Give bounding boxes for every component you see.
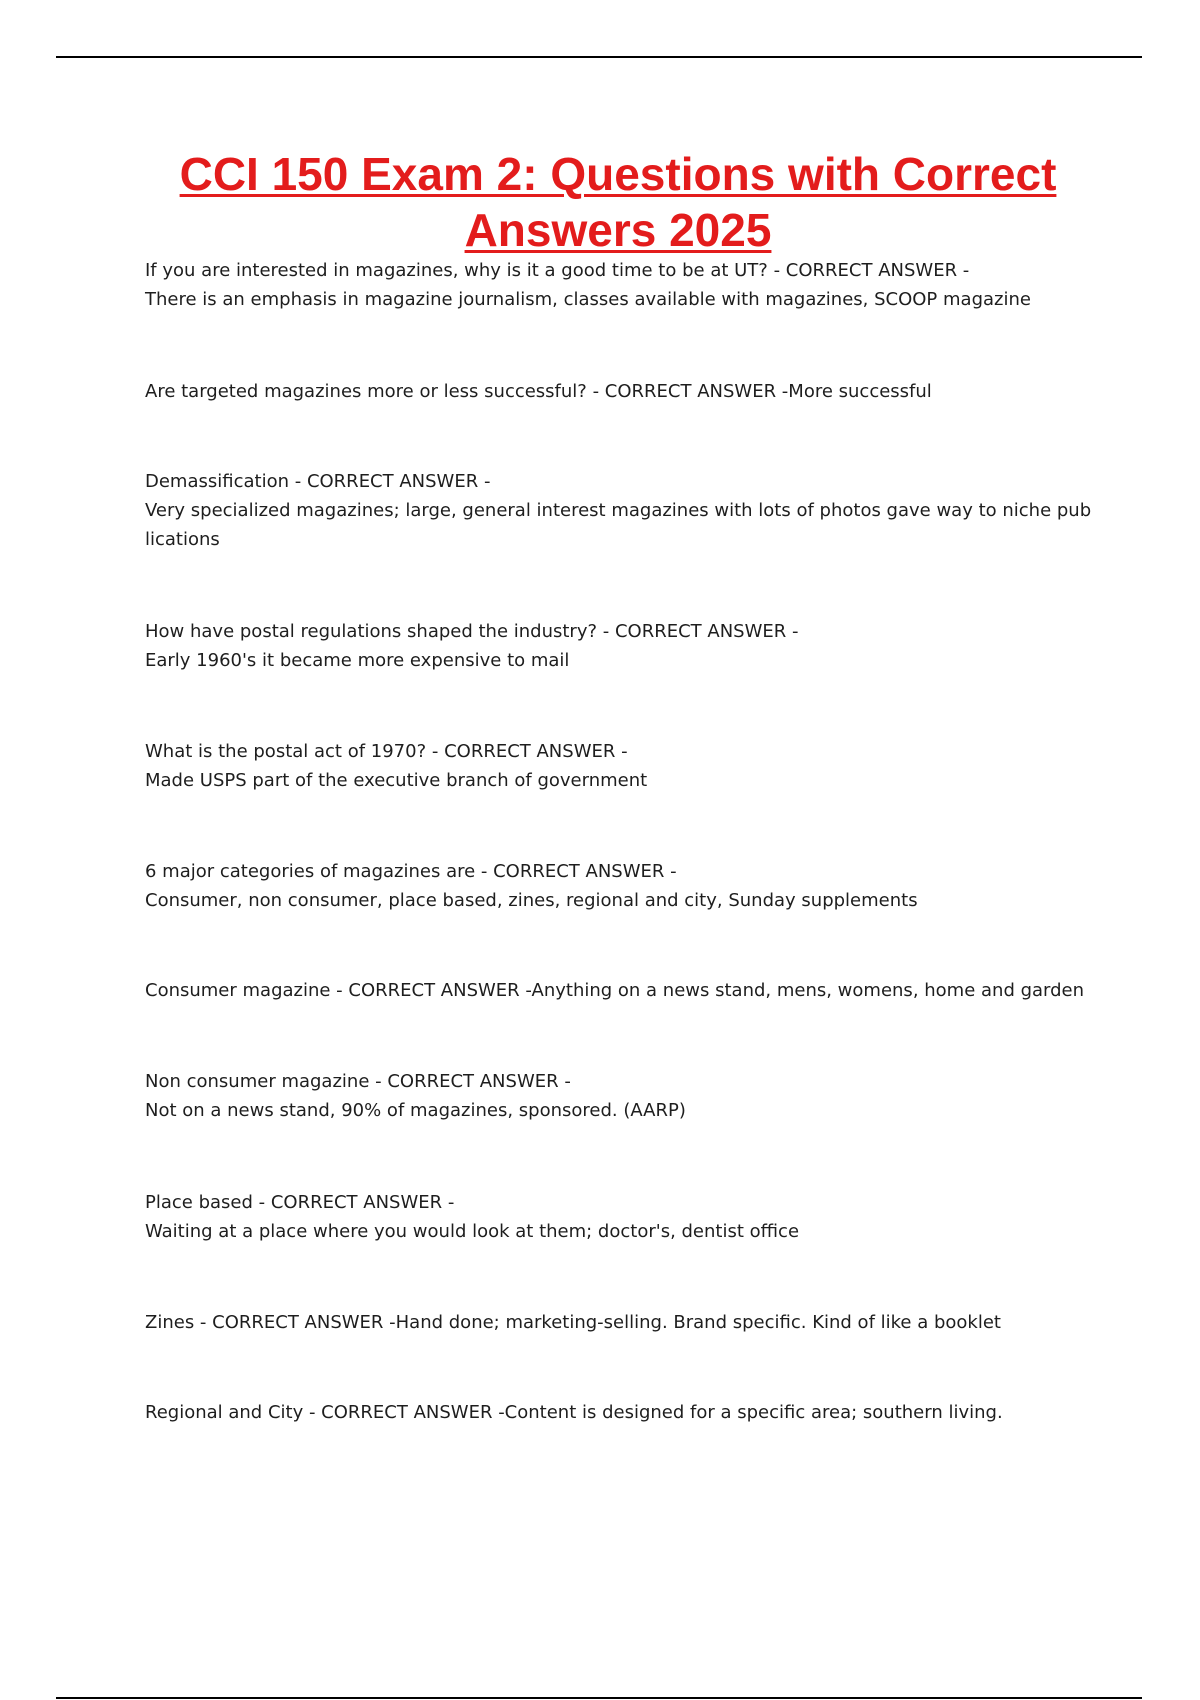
qa-item [145,617,1095,675]
qa-question: What is the postal act of 1970? - CORRECT ANSWER - [145,741,628,762]
qa-answer: Very specialized magazines; large, general interest magazines with lots of photos gave way to niche publications [145,500,1092,550]
qa-item [145,256,1095,314]
bottom-rule [56,1697,1142,1699]
qa-question: Non consumer magazine - CORRECT ANSWER - [145,1071,571,1092]
qa-question: Place based - CORRECT ANSWER - [145,1192,455,1213]
qa-item [145,1398,1095,1427]
qa-answer: Made USPS part of the executive branch of government [145,770,648,791]
qa-item [145,1188,1095,1246]
qa-answer: Not on a news stand, 90% of magazines, sponsored. (AARP) [145,1100,686,1121]
qa-answer: Early 1960's it became more expensive to mail [145,650,570,671]
qa-item [145,467,1095,554]
qa-question: Demassification - CORRECT ANSWER - [145,471,491,492]
qa-answer: Waiting at a place where you would look at them; doctor's, dentist office [145,1221,800,1242]
qa-question: Regional and City - CORRECT ANSWER -Content is designed for a specific area; southern living. [145,1402,1003,1423]
qa-question: 6 major categories of magazines are - CORRECT ANSWER - [145,861,677,882]
qa-answer: There is an emphasis in magazine journalism, classes available with magazines, SCOOP magazine [145,289,1031,310]
qa-item [145,1067,1095,1125]
top-rule [56,56,1142,58]
qa-question: If you are interested in magazines, why is it a good time to be at UT? - CORRECT ANSWER - [145,260,970,281]
qa-item [145,377,1095,406]
qa-item [145,1308,1095,1337]
qa-question: How have postal regulations shaped the industry? - CORRECT ANSWER - [145,621,799,642]
page-title: CCI 150 Exam 2: Questions with Correct Answers 2025 [179,148,1057,256]
qa-item [145,737,1095,795]
qa-question: Consumer magazine - CORRECT ANSWER -Anything on a news stand, mens, womens, home and garden [145,980,1085,1001]
qa-answer: Consumer, non consumer, place based, zines, regional and city, Sunday supplements [145,890,918,911]
qa-question: Are targeted magazines more or less successful? - CORRECT ANSWER -More successful [145,381,932,402]
qa-item [145,857,1095,915]
qa-question: Zines - CORRECT ANSWER -Hand done; marketing-selling. Brand specific. Kind of like a booklet [145,1312,1001,1333]
qa-item [145,976,1095,1005]
